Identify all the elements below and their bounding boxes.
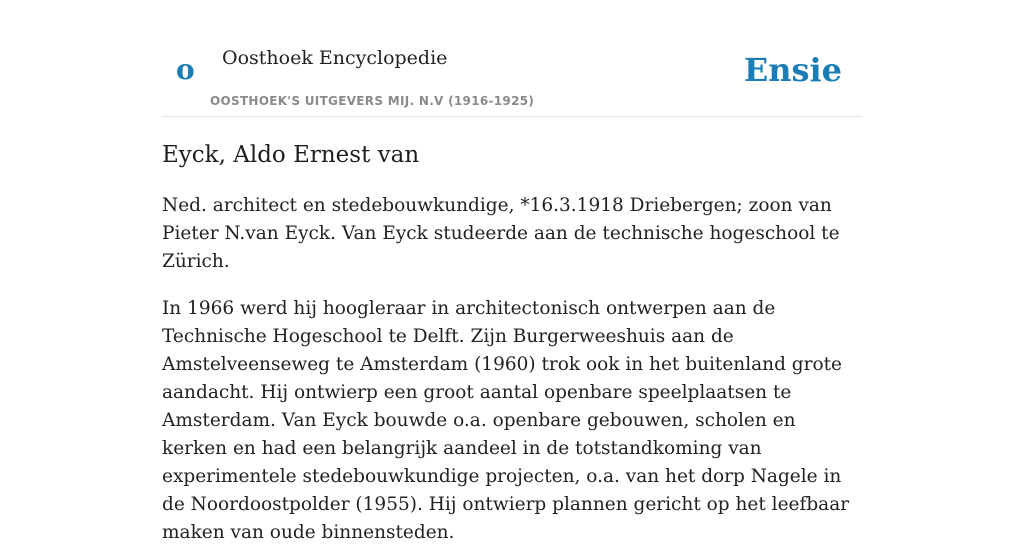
publisher-label: OOSTHOEK'S UITGEVERS MIJ. N.V (1916-1925) xyxy=(210,94,535,108)
ensie-brand-link[interactable]: Ensie xyxy=(743,51,842,89)
article xyxy=(162,138,862,547)
article-title: Eyck, Aldo Ernest van xyxy=(162,142,420,168)
encyclopedia-title-link[interactable]: Oosthoek Encyclopedie xyxy=(222,47,448,69)
encyclopedia-logo-icon[interactable]: o xyxy=(176,53,195,86)
article-paragraph-1: Ned. architect en stedebouwkundige, *16.3.1918 Driebergen; zoon van Pieter N.van Eyck. Van Eyck studeerde aan de technische hogeschool te Zürich. xyxy=(162,195,840,272)
site-header xyxy=(162,0,862,117)
article-paragraph-2: In 1966 werd hij hoogleraar in architectonisch ontwerpen aan de Technische Hogeschool te Delft. Zijn Burgerweeshuis aan de Amstelveenseweg te Amsterdam (1960) trok ook in het buitenland grote aandacht. Hij ontwierp een groot aantal openbare speelplaatsen te Amsterdam. Van Eyck bouwde o.a. openbare gebouwen, scholen en kerken en had een belangrijk aandeel in de totstandkoming van experimentele stedebouwkundige projecten, o.a. van het dorp Nagele in de Noordoostpolder (1955). Hij ontwierp plannen gericht op het leefbaar maken van oude binnensteden. xyxy=(162,298,850,543)
